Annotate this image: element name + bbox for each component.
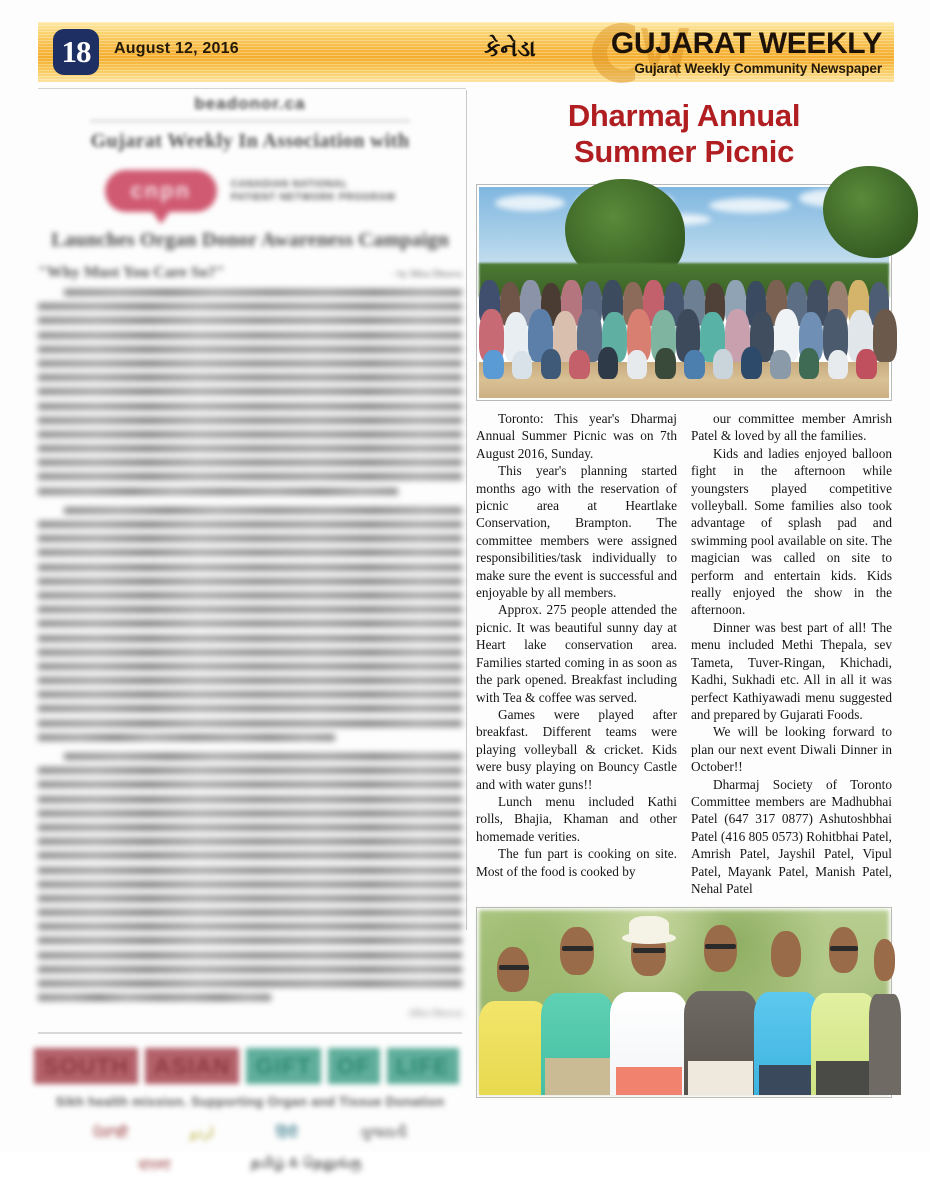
- sponsor-side-line2: PATIENT NETWORK PROGRAM: [230, 192, 396, 203]
- region-label-gujarati: કેનેડા: [484, 35, 536, 61]
- gol-lang-tamil-telugu: தமிழ் & தெலுங்கு: [250, 1154, 362, 1171]
- gol-word-gift: GIFT: [246, 1048, 320, 1084]
- paragraph: our committee member Amrish Patel & loved by all the families.: [691, 411, 892, 444]
- paragraph: Toronto: This year's Dharmaj Annual Summer Picnic was on 7th August 2016, Sunday.: [476, 411, 677, 461]
- ad-body-blurred-text: [38, 289, 462, 1018]
- column-divider: [466, 90, 467, 930]
- masthead-banner: [38, 22, 894, 82]
- gift-of-life-banner: [38, 1048, 462, 1178]
- brand-title: GUJARAT WEEKLY: [610, 27, 882, 60]
- ad-campaign-title: Launches Organ Donor Awareness Campaign: [51, 229, 449, 251]
- gol-word-south: SOUTH: [34, 1048, 138, 1084]
- ad-campaign-block: [38, 229, 462, 282]
- person-figure-partial: [869, 936, 902, 1095]
- gol-word-of: OF: [328, 1048, 380, 1084]
- committee-photo-frame: [476, 907, 892, 1098]
- brand-subtitle: Gujarat Weekly Community Newspaper: [634, 61, 882, 76]
- gol-language-row-2: [38, 1154, 462, 1178]
- ad-signoff: (Mira Dhruva): [409, 1008, 462, 1019]
- sponsor-logo-row: [38, 165, 462, 217]
- gol-lang-hindi: हिंदी: [275, 1124, 298, 1141]
- ad-header-block: [38, 92, 462, 153]
- paragraph: The fun part is cooking on site. Most of the food is cooked by: [476, 846, 677, 879]
- crowd-row-front-seated: [479, 343, 889, 379]
- sponsor-side-text: [231, 178, 396, 204]
- paragraph: We will be looking forward to plan our next event Diwali Dinner in October!!: [691, 724, 892, 775]
- gol-language-row-1: [38, 1123, 462, 1142]
- paragraph: Lunch menu included Kathi rolls, Bhajia, Khaman and other homemade verities.: [476, 793, 677, 844]
- gol-lang-gujarati: ગુજરાતી: [359, 1124, 408, 1141]
- left-column-advertisement: [38, 92, 462, 1174]
- paragraph: Dinner was best part of all! The menu included Methi Thepala, sev Tameta, Tuver-Ringan, Khichadi, Kadhi, Sukhadi etc. All in all it was perfect Kathiyawadi menu suggested and prepared by Gujarati Foods.: [691, 619, 892, 722]
- banner-separator: [38, 1032, 462, 1034]
- paragraph: This year's planning started months ago with the reservation of picnic area at Heartlake Conservation, Brampton. The committee members were assigned responsibilities/task individually to make sure the event is successful and enjoyable by all members.: [476, 463, 677, 601]
- headline-line-2: Summer Picnic: [573, 134, 795, 169]
- photo-tree-right: [823, 166, 918, 258]
- article-column: [476, 92, 892, 1098]
- gol-word-life: LIFE: [387, 1048, 459, 1084]
- paragraph: Approx. 275 people attended the picnic. It was beautiful sunny day at Heart lake conservation area. Families started coming in as soon as the park opened. Breakfast including with Tea & coffee was served.: [476, 602, 677, 705]
- group-photo: [479, 187, 889, 398]
- gol-lang-urdu: اردو: [190, 1124, 214, 1141]
- committee-photo: [479, 910, 889, 1095]
- headline-line-1: Dharmaj Annual: [567, 98, 801, 133]
- ad-association-line: Gujarat Weekly In Association with: [90, 130, 410, 152]
- issue-date: August 12, 2016: [114, 40, 239, 57]
- paragraph: Kids and ladies enjoyed balloon fight in the afternoon while youngsters played competitive volleyball. Some families also took advantage of splash pad and swimming pool available on site. The magician was called on site to perform and entertain kids. Kids really enjoyed the show in the afternoon.: [691, 445, 892, 618]
- ad-quote-row: [38, 264, 462, 282]
- ad-byline: - by Mira Dhruva: [391, 269, 462, 280]
- gol-tagline: Sikh health mission. Supporting Organ and Tissue Donation: [55, 1094, 445, 1110]
- paragraph: Dharmaj Society of Toronto Committee members are Madhubhai Patel (647 317 0877) Ashutoshbhai Patel (416 805 0573) Rohitbhai Patel, Amrish Patel, Jayshil Patel, Vipul Patel, Mayank Patel, Manish Patel, Nehal Patel: [691, 776, 892, 896]
- article-body-left: [476, 410, 677, 897]
- person-figure: [754, 929, 820, 1096]
- sponsor-logo-text: cnpn: [130, 178, 191, 203]
- ad-divider: [90, 120, 410, 122]
- paragraph: Games were played after breakfast. Different teams were playing volleyball & cricket. Kids were busy playing on Bouncy Castle and with water guns!!: [476, 706, 677, 792]
- person-figure: [479, 944, 549, 1096]
- gol-word-asian: ASIAN: [145, 1048, 240, 1084]
- ad-site-label: beadonor.ca: [194, 94, 306, 113]
- person-figure: [684, 921, 758, 1095]
- group-photo-frame: [476, 184, 892, 401]
- gol-lang-punjabi: ਪੰਜਾਬੀ: [92, 1124, 129, 1141]
- person-figure: [610, 918, 688, 1096]
- person-figure: [541, 925, 615, 1095]
- left-column-top-rule: [38, 88, 466, 89]
- article-body-right: [691, 410, 892, 897]
- article-body: [476, 410, 892, 897]
- article-headline: [476, 92, 892, 170]
- sponsor-side-line1: CANADIAN NATIONAL: [230, 179, 348, 190]
- gol-word-row: [38, 1048, 462, 1084]
- brand-block: [611, 27, 882, 77]
- ad-quote: "Why Must You Care So?": [38, 264, 225, 281]
- sponsor-logo-icon: [105, 170, 217, 212]
- page-number-badge: 18: [53, 29, 99, 75]
- gol-lang-bengali: বাংলা: [138, 1157, 171, 1174]
- person-figure: [811, 925, 877, 1095]
